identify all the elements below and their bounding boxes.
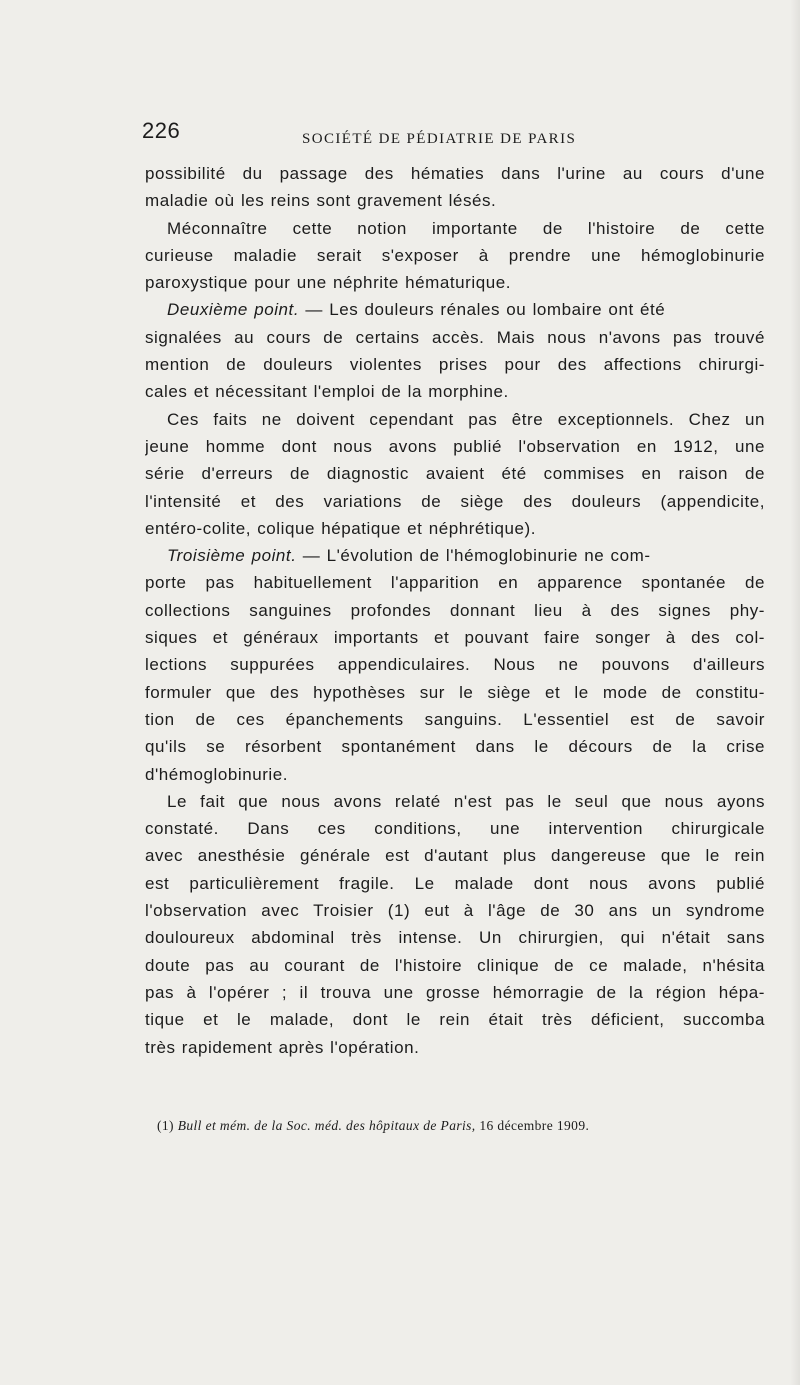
text-line: l'intensité et des variations de siège des douleurs (appendicite, [145,491,765,511]
text-line: jeune homme dont nous avons publié l'observation en 1912, une [145,436,765,456]
text-line: est particulièrement fragile. Le malade dont nous avons publié [145,873,765,893]
text-line: tique et le malade, dont le rein était très déficient, succomba [145,1010,765,1030]
text-line: paroxystique pour une néphrite hématurique. [145,273,511,293]
page-number: 226 [142,118,181,143]
text-line: cales et nécessitant l'emploi de la morphine. [145,382,509,402]
text-line: formuler que des hypothèses sur le siège et le mode de constitu- [145,682,765,702]
text-line: série d'erreurs de diagnostic avaient été commises en raison de [145,464,765,484]
text-line [145,296,765,323]
text-line: maladie où les reins sont gravement lésés. [145,191,497,211]
text-line: signalées au cours de certains accès. Mais nous n'avons pas trouvé [145,327,765,347]
text-line: lections suppurées appendiculaires. Nous ne pouvons d'ailleurs [145,655,765,675]
text-line: porte pas habituellement l'apparition en apparence spontanée de [145,573,765,593]
text-run: — L'évolution de l'hémoglobinurie ne com- [296,546,651,566]
text-line: avec anesthésie générale est d'autant plus dangereuse que le rein [145,846,765,866]
footnote-date: 16 décembre 1909. [479,1118,590,1133]
text-line: Méconnaître cette notion importante de l'histoire de cette [167,218,765,238]
body-text [145,160,765,1061]
text-line: pas à l'opérer ; il trouva une grosse hémorragie de la région hépa- [145,982,765,1002]
text-line: douloureux abdominal très intense. Un chirurgien, qui n'était sans [145,928,765,948]
text-line: très rapidement après l'opération. [145,1037,420,1057]
footnote [157,1118,757,1134]
text-line: Le fait que nous avons relaté n'est pas le seul que nous ayons [167,791,765,811]
section-heading-troisieme: Troisième point. [167,546,297,566]
text-line: l'observation avec Troisier (1) eut à l'âge de 30 ans un syndrome [145,901,765,921]
page-header [142,118,767,148]
footnote-citation: Bull et mém. de la Soc. méd. des hôpitaux de Paris, [177,1118,476,1133]
text-line: constaté. Dans ces conditions, une intervention chirurgicale [145,819,765,839]
text-line: doute pas au courant de l'histoire clinique de ce malade, n'hésita [145,955,765,975]
text-line: siques et généraux importants et pouvant faire songer à des col- [145,628,765,648]
text-run: — Les douleurs rénales ou lombaire ont été [299,300,666,320]
running-head: SOCIÉTÉ DE PÉDIATRIE DE PARIS [302,131,577,147]
text-line: entéro-colite, colique hépatique et néphrétique). [145,518,537,538]
text-line: d'hémoglobinurie. [145,764,289,784]
scan-edge-shadow [790,0,800,1385]
text-line: mention de douleurs violentes prises pour des affections chirurgi- [145,355,765,375]
text-line: curieuse maladie serait s'exposer à prendre une hémoglobinurie [145,245,765,265]
text-line [145,542,765,569]
text-line: possibilité du passage des hématies dans l'urine au cours d'une [145,164,765,183]
footnote-number: (1) [157,1118,174,1133]
text-line: Ces faits ne doivent cependant pas être exceptionnels. Chez un [167,409,765,429]
text-line: collections sanguines profondes donnant lieu à des signes phy- [145,600,765,620]
text-line: tion de ces épanchements sanguins. L'essentiel est de savoir [145,709,765,729]
section-heading-deuxieme: Deuxième point. [167,300,300,320]
text-line: qu'ils se résorbent spontanément dans le décours de la crise [145,737,765,757]
